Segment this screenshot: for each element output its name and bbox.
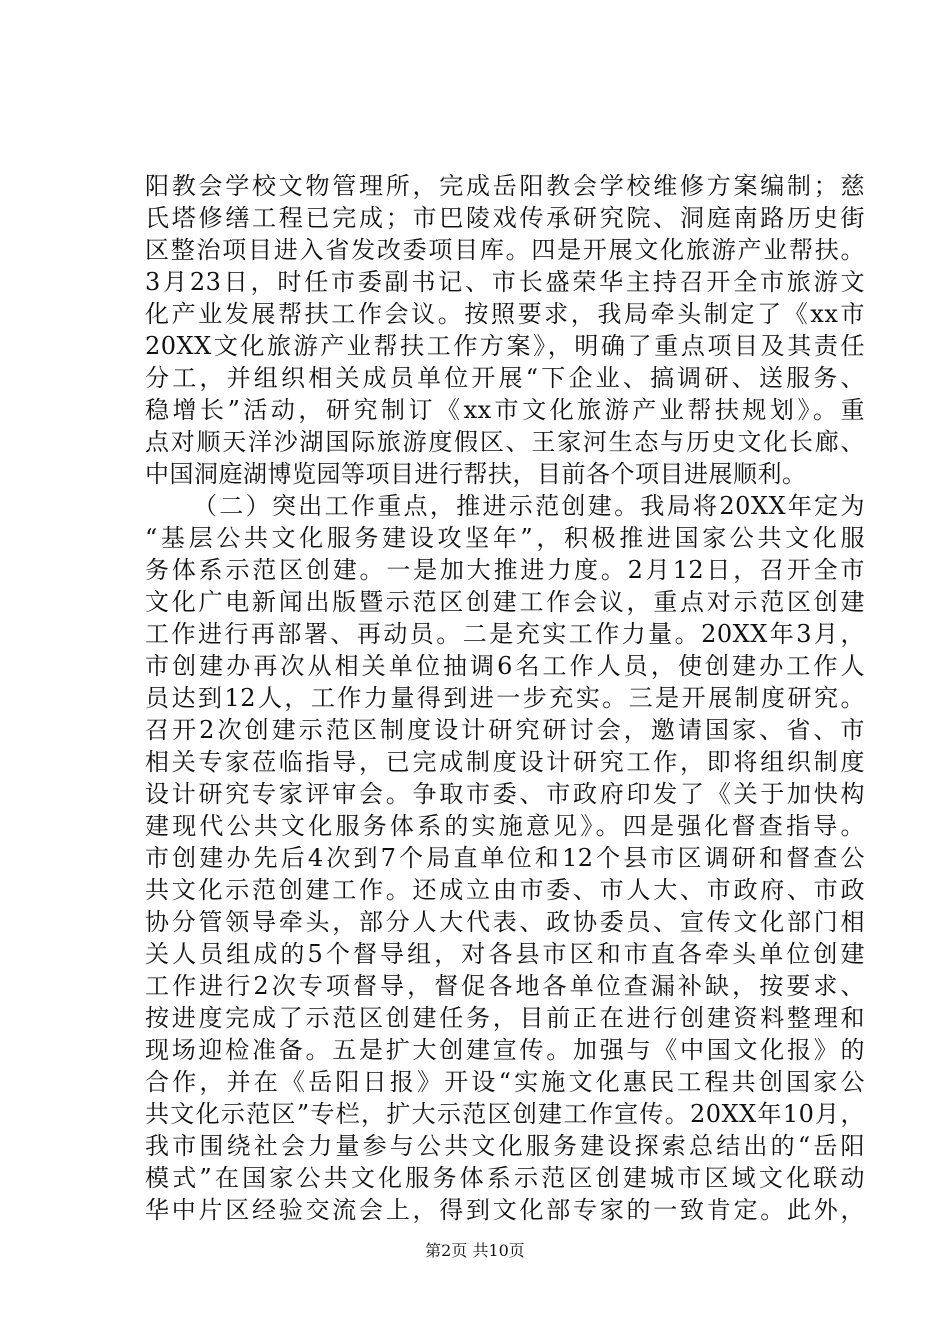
text-line: 工作进行再部署、再动员。二是充实工作力量。20XX年3月，	[145, 620, 865, 648]
document-body	[145, 170, 865, 1226]
text-line: 文化广电新闻出版暨示范区创建工作会议，重点对示范区创建	[145, 588, 865, 616]
text-line: 现场迎检准备。五是扩大创建宣传。加强与《中国文化报》的	[145, 1036, 865, 1064]
text-line: 按进度完成了示范区创建任务，目前正在进行创建资料整理和	[145, 1004, 865, 1032]
text-line: 共文化示范创建工作。还成立由市委、市人大、市政府、市政	[145, 876, 865, 904]
text-line: 协分管领导牵头，部分人大代表、政协委员、宣传文化部门相	[145, 908, 865, 936]
text-line: 阳教会学校文物管理所，完成岳阳教会学校维修方案编制；慈	[145, 172, 865, 200]
text-line: 工作进行2次专项督导，督促各地各单位查漏补缺，按要求、	[145, 972, 865, 1000]
text-line: 市创建办再次从相关单位抽调6名工作人员，使创建办工作人	[145, 652, 865, 680]
text-line: 市创建办先后4次到7个局直单位和12个县市区调研和督查公	[145, 844, 865, 872]
text-line: 关人员组成的5个督导组，对各县市区和市直各牵头单位创建	[145, 940, 865, 968]
paragraph-end-line: 中国洞庭湖博览园等项目进行帮扶，目前各个项目进展顺利。	[145, 460, 807, 488]
text-line: 我市围绕社会力量参与公共文化服务建设探索总结出的“岳阳	[145, 1132, 865, 1160]
text-line: 点对顺天洋沙湖国际旅游度假区、王家河生态与历史文化长廊、	[145, 428, 865, 456]
text-line: 共文化示范区”专栏，扩大示范区创建工作宣传。20XX年10月，	[145, 1100, 865, 1128]
page-number-footer: 第2页 共10页	[425, 1241, 525, 1260]
text-line: 化产业发展帮扶工作会议。按照要求，我局牵头制定了《xx市	[145, 300, 865, 328]
text-line: 分工，并组织相关成员单位开展“下企业、搞调研、送服务、	[145, 364, 865, 392]
paragraph-start-line: （二）突出工作重点，推进示范创建。我局将20XX年定为	[193, 492, 865, 520]
text-line: 召开2次创建示范区制度设计研究研讨会，邀请国家、省、市	[145, 716, 865, 744]
text-line: 合作，并在《岳阳日报》开设“实施文化惠民工程共创国家公	[145, 1068, 865, 1096]
text-line: 3月23日，时任市委副书记、市长盛荣华主持召开全市旅游文	[145, 268, 865, 296]
text-line: 设计研究专家评审会。争取市委、市政府印发了《关于加快构	[145, 780, 865, 808]
text-line: 华中片区经验交流会上，得到文化部专家的一致肯定。此外，	[145, 1196, 865, 1224]
text-line: 模式”在国家公共文化服务体系示范区创建城市区域文化联动	[145, 1164, 865, 1192]
text-line: 20XX文化旅游产业帮扶工作方案》，明确了重点项目及其责任	[145, 332, 865, 360]
text-line: 相关专家莅临指导，已完成制度设计研究工作，即将组织制度	[145, 748, 865, 776]
text-line: “基层公共文化服务建设攻坚年”，积极推进国家公共文化服	[145, 524, 865, 552]
text-line: 稳增长”活动，研究制订《xx市文化旅游产业帮扶规划》。重	[145, 396, 865, 424]
text-line: 氏塔修缮工程已完成；市巴陵戏传承研究院、洞庭南路历史街	[145, 204, 865, 232]
text-line: 建现代公共文化服务体系的实施意见》。四是强化督查指导。	[145, 812, 865, 840]
text-line: 员达到12人，工作力量得到进一步充实。三是开展制度研究。	[145, 684, 865, 712]
text-line: 区整治项目进入省发改委项目库。四是开展文化旅游产业帮扶。	[145, 236, 865, 264]
text-line: 务体系示范区创建。一是加大推进力度。2月12日，召开全市	[145, 556, 865, 584]
